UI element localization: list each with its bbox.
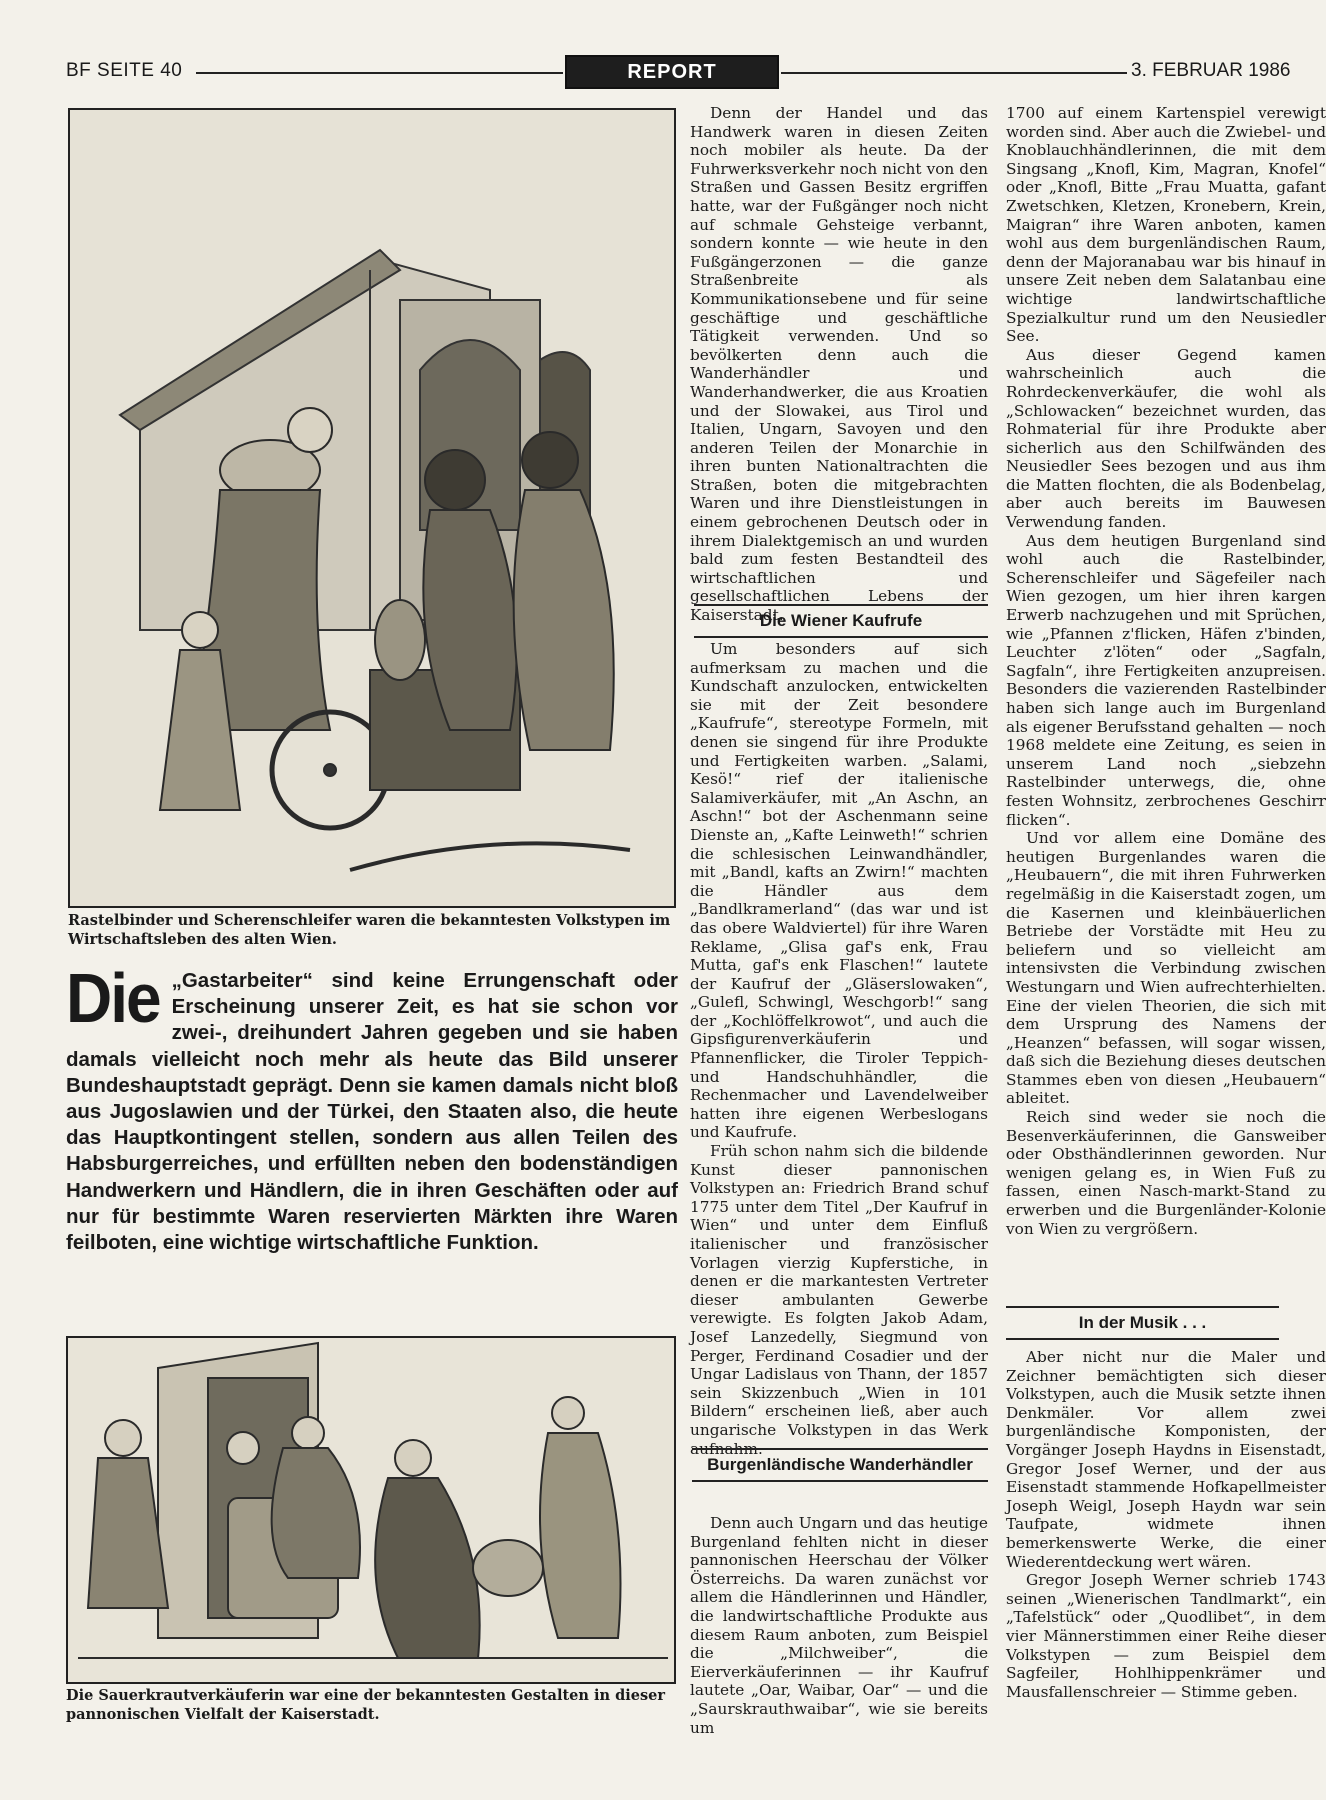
article-column-middle (690, 1514, 988, 1737)
drop-cap: Die (66, 959, 160, 1037)
page-header (0, 58, 1291, 88)
issue-date: 3. FEBRUAR 1986 (1131, 60, 1291, 81)
subheading: Die Wiener Kaufrufe (694, 604, 988, 638)
paragraph: Aber nicht nur die Maler und Zeichner bemächtigten sich dieser Volkstypen, auch die Musik setzte ihnen Denkmäler. Vor allem zwei burgenländische Komponisten, der Vorgänger Joseph Haydns in Eisenstadt, Gregor Josef Werner, und der aus Eisenstadt stammende Hofkapellmeister Joseph Weigl, Joseph Haydn war sein Taufpate, widmete ihnen bemerkenswerte Werke, die einer Wiederentdeckung wert wären. (1006, 1348, 1326, 1571)
paragraph: 1700 auf einem Kartenspiel verewigt worden sind. Aber auch die Zwiebel- und Knoblauchhändlerinnen, die mit dem Singsang „Knofl, Kim, Magran, Knofel“ oder „Knofl, Bitte „Frau Muatta, gafant Zwetschken, Kletzen, Kronebern, Krein, Maigran“ ihre Waren anboten, kamen wohl aus dem burgenländischen Raum, denn der Majoranabau war bis hinauf in unsere Zeit neben dem Salatanbau eine wichtige landwirtschaftliche Spezialkultur rund um den Neusiedler See. (1006, 104, 1326, 346)
paragraph: Aus dem heutigen Burgenland sind wohl auch die Rastelbinder, Scherenschleifer und Sägefeiler nach Wien gezogen, um hier ihren kargen Erwerb nachzugehen und mit Sprüchen, wie „Pfannen z'flicken, Häfen z'binden, Leuchter z'löten“ oder „Sagfaln, Sagfaln“, ihre Fertigkeiten anzupreisen. Besonders die vazierenden Rastelbinder haben sich lange auch im Burgenland als eigener Berufsstand gehalten — noch 1968 meldete eine Zeitung, es seien in unserem Land noch „siebzehn Rastelbinder unterwegs, die, ohne festen Wohnsitz, zerbrochenes Geschirr flicken“. (1006, 531, 1326, 829)
engraving-rastelbinder-illustration (70, 110, 674, 906)
subheading: In der Musik . . . (1006, 1306, 1279, 1340)
paragraph: Gregor Joseph Werner schrieb 1743 seinen „Wienerischen Tandlmarkt“, ein „Tafelstück“ oder „Quodlibet“, in dem vier Männerstimmen einer Reihe dieser Volkstypen — zum Beispiel dem Sagfeiler, Hohlhippenkrämer und Mausfallenschreier — Stimme geben. (1006, 1571, 1326, 1701)
paragraph: Um besonders auf sich aufmerksam zu machen und die Kundschaft anzulocken, entwickelten sie mit der Zeit besondere „Kaufrufe“, stereotype Formeln, mit denen sie singend für ihre Produkte und Fertigkeiten warben. „Salami, Kesö!“ rief der italienische Salamiverkäufer, mit „An Aschn, an Aschn!“ bot der Aschenmann seine Dienste an, „Kafte Leinweth!“ schrien die schlesischen Leinwandhändler, mit „Bandl, kafts an Zwirn!“ machten die Händler aus dem „Bandlkramerland“ (das war und ist das obere Waldviertel) für ihre Waren Reklame, „Glisa gaf's enk, Frau Mutta, gaf's enk Flaschen!“ lautete der Kaufruf der „Gläserslowaken“, „Gulefl, Schwingl, Weschgorb!“ sang der „Kochlöffelkrowot“, und auch die Gipsfigurenverkäuferin und Pfannenflicker, die Tiroler Teppich- und Handschuhhändler, die Rechenmacher und Lavendelweiber hatten ihre eigenen Werbeslogans und Kaufrufe. (690, 640, 988, 1142)
lead-text: „Gastarbeiter“ sind keine Errungenschaft oder Erscheinung unserer Zeit, es hat sie schon vor zwei-, dreihundert Jahren gegeben und sie haben damals vielleicht noch mehr als heute das Bild unserer Bundeshauptstadt geprägt. Denn sie kamen damals nicht bloß aus Jugoslawien und der Türkei, den Staaten also, die heute das Hauptkontingent stellen, sondern aus allen Teilen des Habsburgerreiches, und erfüllten neben den bodenständigen Handwerkern und Händlern, die in ihren Geschäften oder auf nur für bestimmte Waren reservierten Märkten ihre Waren feilboten, eine wichtige wirtschaftliche Funktion. (66, 969, 678, 1255)
engraving-rastelbinder (68, 108, 676, 908)
paragraph: Denn der Handel und das Handwerk waren in diesen Zeiten noch mobiler als heute. Da der Fuhrwerksverkehr noch nicht von den Straßen und Gassen Besitz ergriffen hatte, war der Fußgänger noch nicht auf schmale Gehsteige verbannt, sondern konnte — wie heute in den Fußgängerzonen — die ganze Straßenbreite als Kommunikationsebene und für seine geschäftige und geschäftliche Tätigkeit verwenden. Und so bevölkerten denn auch die Wanderhändler und Wanderhandwerker, die aus Kroatien und der Slowakei, aus Tirol und Italien, Ungarn, Savoyen und den anderen Teilen der Monarchie in ihren bunten Nationaltrachten die Straßen, boten die mitgebrachten Waren und ihre Dienstleistungen in einem gebrochenen Deutsch oder in ihrem Dialektgemisch an und wurden bald zum festen Bestandteil des wirtschaftlichen und gesellschaftlichen Lebens der Kaiserstadt. (690, 104, 988, 625)
figure-caption: Rastelbinder und Scherenschleifer waren die bekanntesten Volkstypen im Wirtschaftsleben des alten Wien. (68, 912, 671, 948)
paragraph: Denn auch Ungarn und das heutige Burgenland fehlten nicht in dieser pannonischen Heerschau der Völker Österreichs. Da waren zunächst vor allem die Händlerinnen und Händler, die landwirtschaftliche Produkte aus diesem Raum anboten, zum Beispiel die „Milchweiber“, die Eierverkäuferinnen — ihr Kaufruf lautete „Oar, Waibar, Oar“ — und die „Saurskrauthwaibar“, wie sie bereits um (690, 1514, 988, 1737)
paragraph: Reich sind weder sie noch die Besenverkäuferinnen, die Gansweiber oder Obsthändlerinnen geworden. Nur wenigen gelang es, in Wien Fuß zu fassen, einen Nasch-markt-Stand zu erwerben und die Burgenländer-Kolonie von Wien zu vergrößern. (1006, 1108, 1326, 1238)
paragraph: Früh schon nahm sich die bildende Kunst dieser pannonischen Volkstypen an: Friedrich Brand schuf 1775 unter dem Titel „Der Kaufruf in Wien“ und unter dem Einfluß italienischer und französischer Vorlagen vierzig Kupferstiche, in denen er die markantesten Vertreter dieser ambulanten Gewerbe verewigte. Es folgten Jakob Adam, Josef Lanzedelly, Siegmund von Perger, Ferdinand Cosadier und der Ungar Ladislaus von Thann, der 1857 sein Skizzenbuch „Wien in 101 Bildern“ erscheinen ließ, aber auch ungarische Volkstypen in das Werk aufnahm. (690, 1142, 988, 1458)
page-number: BF SEITE 40 (66, 60, 183, 81)
paragraph: Aus dieser Gegend kamen wahrscheinlich auch die Rohrdeckenverkäufer, die wohl als „Schlowacken“ bezeichnet wurden, das Rohmaterial für ihre Produkte aber sicherlich aus den Schilfwänden des Neusiedler Sees bezogen und aus ihm die Matten flochten, die als Bodenbelag, aber auch bereits im Bauwesen Verwendung fanden. (1006, 345, 1326, 532)
subheading: Burgenländische Wanderhändler (692, 1448, 988, 1482)
figure-caption: Die Sauerkrautverkäuferin war eine der bekanntesten Gestalten in dieser pannonischen Vielfalt der Kaiserstadt. (66, 1687, 665, 1723)
engraving-sauerkraut-illustration (68, 1338, 674, 1682)
article-column-middle (690, 104, 988, 625)
article-column-right (1006, 104, 1326, 1284)
section-label: REPORT (565, 55, 779, 89)
article-column-right (1006, 1348, 1326, 1768)
paragraph: Und vor allem eine Domäne des heutigen Burgenlandes waren die „Heubauern“, die mit ihren Fuhrwerken regelmäßig in die Kaiserstadt zogen, um die Kasernen und kleinbäuerlichen Betriebe der Vorstädte mit Heu zu beliefern und so vielleicht am intensivsten die Verbindung zwischen Westungarn und Wien aufrechterhielten. Eine der vielen Theorien, die sich mit dem Ursprung des Namens der „Heanzen“ befassen, will sogar wissen, daß sich die Beziehung dieses deutschen Stammes eben von diesen „Heubauern“ ableitet. (1006, 829, 1326, 1108)
article-column-middle (690, 640, 988, 1458)
lead-paragraph (66, 959, 678, 1256)
engraving-sauerkraut-seller (66, 1336, 676, 1684)
header-rule-left (196, 72, 563, 74)
header-rule-right (781, 72, 1127, 74)
